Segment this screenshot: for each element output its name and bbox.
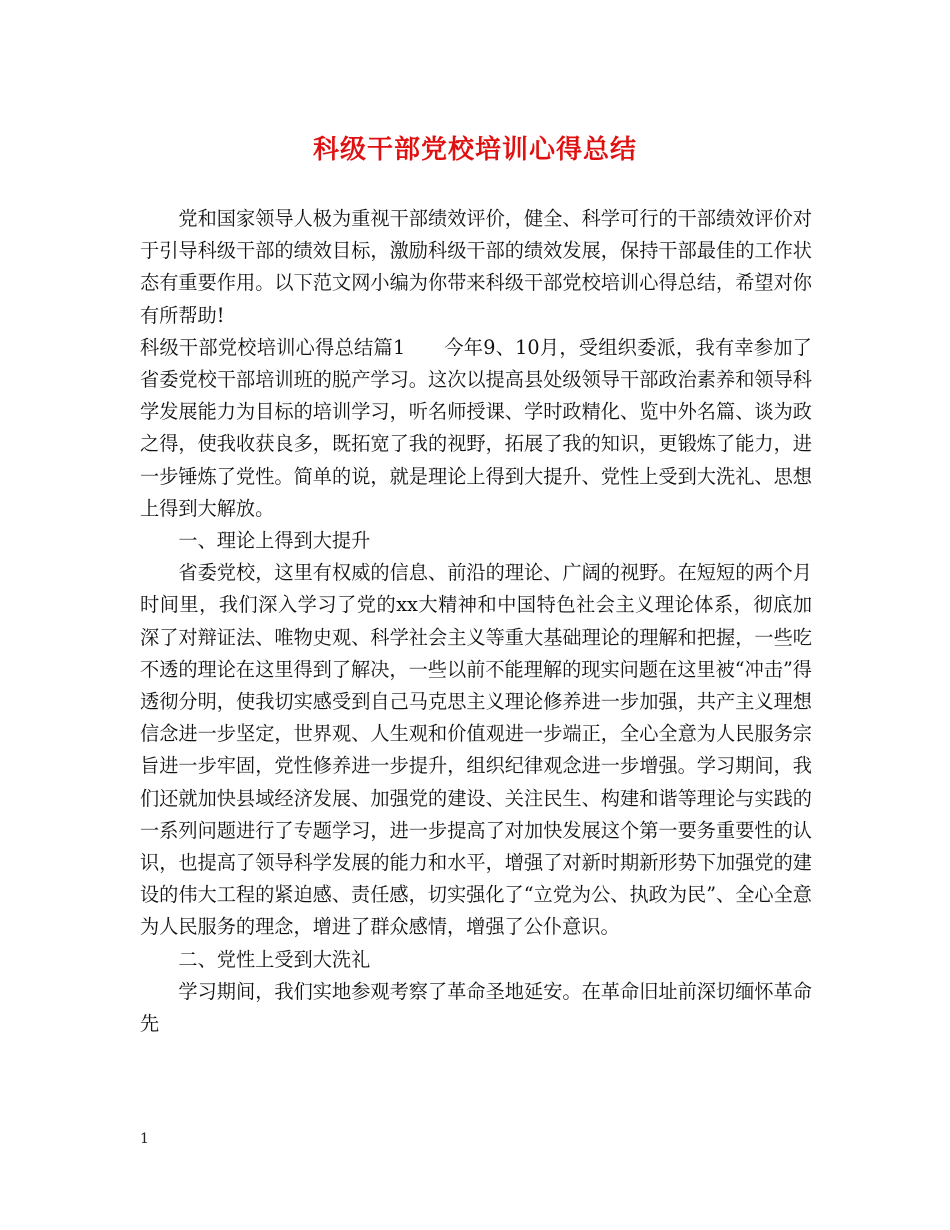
party-spirit-paragraph: 学习期间，我们实地参观考察了革命圣地延安。在革命旧址前深切缅怀革命先 — [140, 979, 812, 1036]
intro-paragraph: 党和国家领导人极为重视干部绩效评价，健全、科学可行的干部绩效评价对于引导科级干部的绩效目标，激励科级干部的绩效发展，保持干部最佳的工作状态有重要作用。以下范文网小编为你带来科级干部党校培训心得总结，希望对你有所帮助! — [140, 207, 812, 327]
document-title: 科级干部党校培训心得总结 — [312, 135, 637, 165]
document-body — [140, 203, 812, 1040]
section-intro-paragraph: 科级干部党校培训心得总结篇1 今年9、10月，受组织委派，我有幸参加了省委党校干部培训班的脱产学习。这次以提高县处级领导干部政治素养和领导科学发展能力为目标的培训学习，听名师授课、学时政精化、览中外名篇、谈为政之得，使我收获良多，既拓宽了我的视野，拓展了我的知识，更锻炼了能力，进一步锤炼了党性。简单的说，就是理论上得到大提升、党性上受到大洗礼、思想上得到大解放。 — [140, 335, 812, 520]
heading-theory: 一、理论上得到大提升 — [178, 529, 371, 553]
theory-paragraph: 省委党校，这里有权威的信息、前沿的理论、广阔的视野。在短短的两个月时间里，我们深入学习了党的xx大精神和中国特色社会主义理论体系，彻底加深了对辩证法、唯物史观、科学社会主义等重大基础理论的理解和把握，一些吃不透的理论在这里得到了解决，一些以前不能理解的现实问题在这里被“冲击”得透彻分明，使我切实感受到自己马克思主义理论修养进一步加强，共产主义理想信念进一步坚定，世界观、人生观和价值观进一步端正，全心全意为人民服务宗旨进一步牢固，党性修养进一步提升，组织纪律观念进一步增强。学习期间，我们还就加快县域经济发展、加强党的建设、关注民生、构建和谐等理论与实践的一系列问题进行了专题学习，进一步提高了对加快发展这个第一要务重要性的认识，也提高了领导科学发展的能力和水平，增强了对新时期新形势下加强党的建设的伟大工程的紧迫感、责任感，切实强化了“立党为公、执政为民”、全心全意为人民服务的理念，增进了群众感情，增强了公仆意识。 — [140, 561, 812, 939]
page-number: 1 — [140, 1131, 149, 1147]
heading-party-spirit: 二、党性上受到大洗礼 — [178, 947, 371, 971]
